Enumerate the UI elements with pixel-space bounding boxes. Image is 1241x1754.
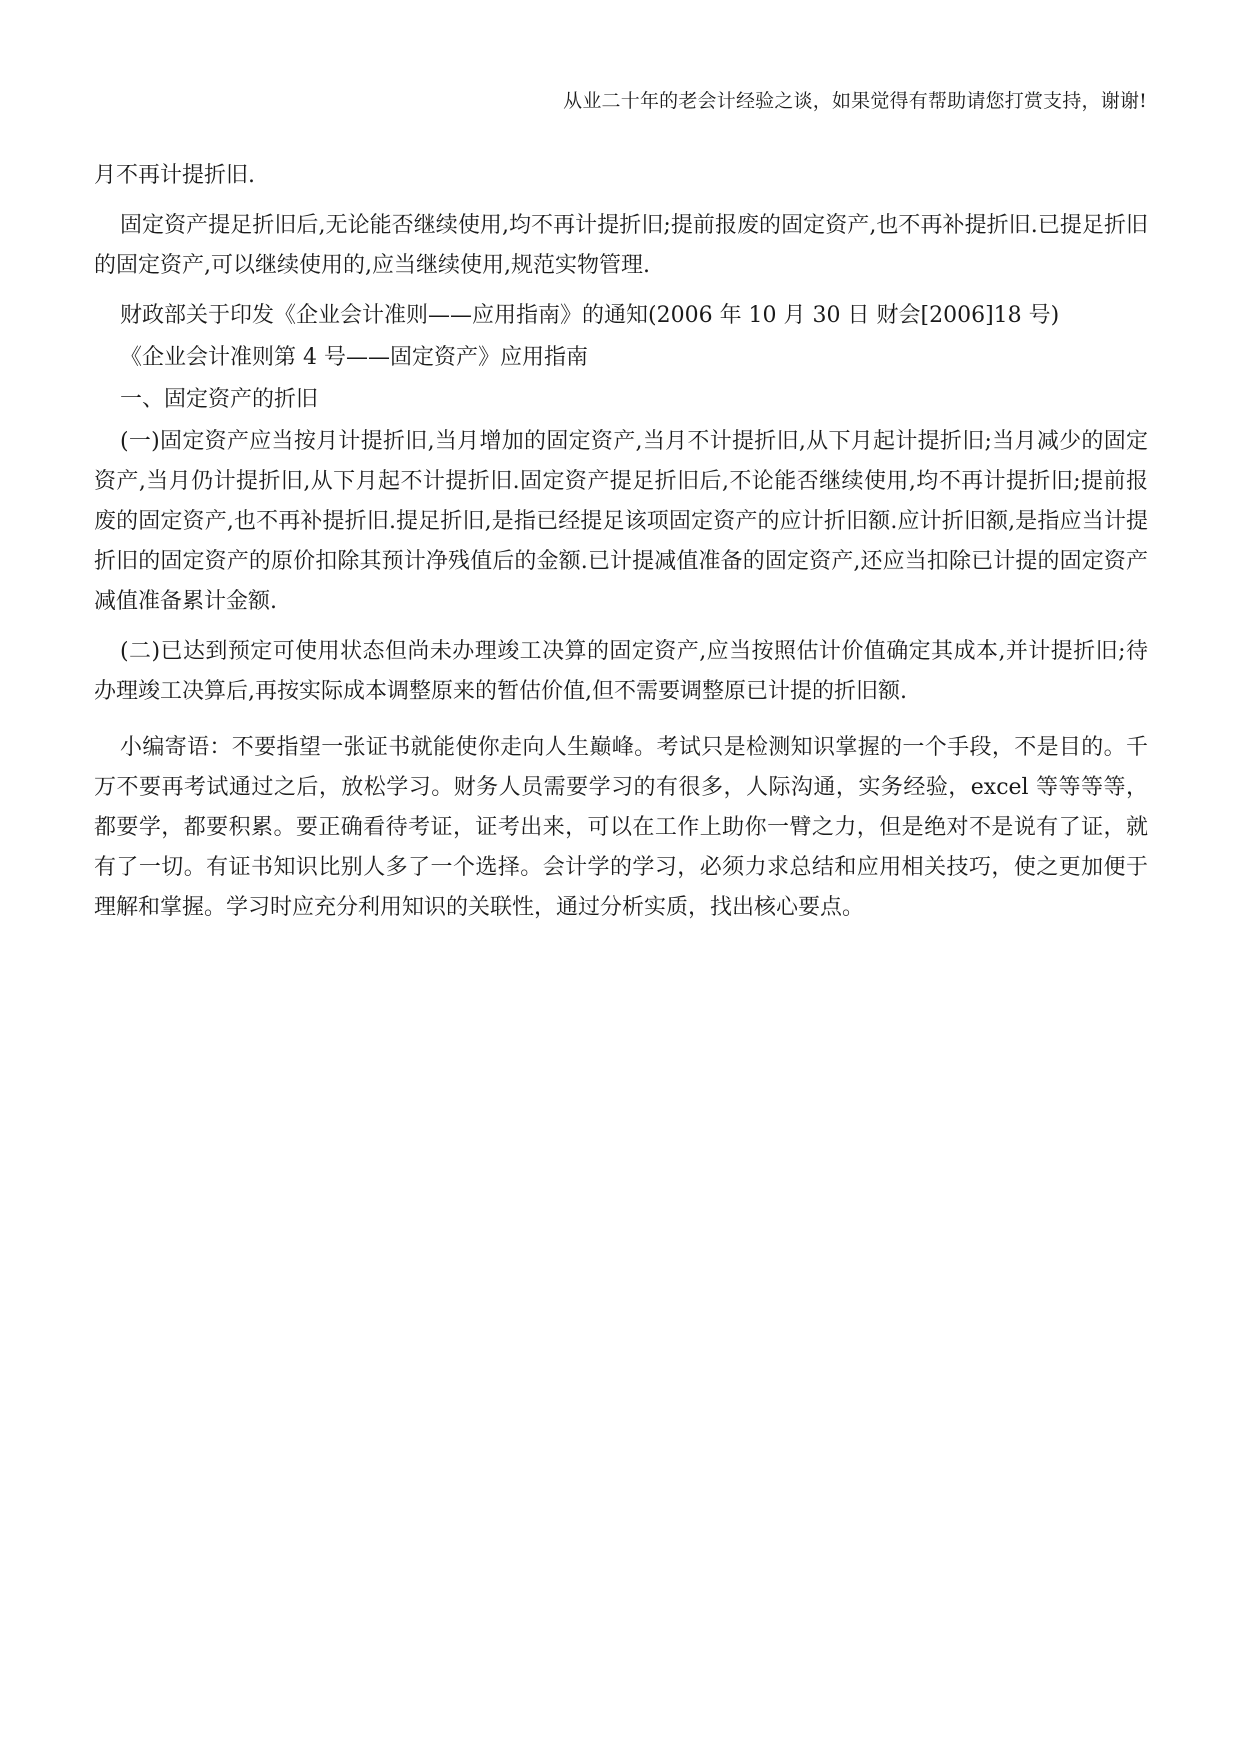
document-body bbox=[94, 156, 1148, 938]
paragraph-continued: 月不再计提折旧. bbox=[94, 163, 255, 188]
paragraph-guide-title: 《企业会计准则第 4 号——固定资产》应用指南 bbox=[120, 345, 588, 370]
section-heading: 一、固定资产的折旧 bbox=[120, 387, 319, 412]
paragraph-notice-title: 财政部关于印发《企业会计准则——应用指南》的通知(2006 年 10 月 30 日 财会[2006]18 号) bbox=[120, 303, 1060, 328]
paragraph-editor-note: 小编寄语：不要指望一张证书就能使你走向人生巅峰。考试只是检测知识掌握的一个手段，不是目的。千万不要再考试通过之后，放松学习。财务人员需要学习的有很多，人际沟通，实务经验，excel 等等等等，都要学，都要积累。要正确看待考证，证考出来，可以在工作上助你一臂之力，但是绝对不是说有了证，就有了一切。有证书知识比别人多了一个选择。会计学的学习，必须力求总结和应用相关技巧，使之更加便于理解和掌握。学习时应充分利用知识的关联性，通过分析实质，找出核心要点。 bbox=[94, 735, 1148, 920]
paragraph-depreciation-rule: 固定资产提足折旧后,无论能否继续使用,均不再计提折旧;提前报废的固定资产,也不再补提折旧.已提足折旧的固定资产,可以继续使用的,应当继续使用,规范实物管理. bbox=[94, 213, 1148, 278]
paragraph-item-one: (一)固定资产应当按月计提折旧,当月增加的固定资产,当月不计提折旧,从下月起计提折旧;当月减少的固定资产,当月仍计提折旧,从下月起不计提折旧.固定资产提足折旧后,不论能否继续使用,均不再计提折旧;提前报废的固定资产,也不再补提折旧.提足折旧,是指已经提足该项固定资产的应计折旧额.应计折旧额,是指应当计提折旧的固定资产的原价扣除其预计净残值后的金额.已计提减值准备的固定资产,还应当扣除已计提的固定资产减值准备累计金额. bbox=[94, 429, 1148, 614]
header-note: 从业二十年的老会计经验之谈，如果觉得有帮助请您打赏支持，谢谢! bbox=[563, 90, 1147, 112]
paragraph-item-two: (二)已达到预定可使用状态但尚未办理竣工决算的固定资产,应当按照估计价值确定其成本,并计提折旧;待办理竣工决算后,再按实际成本调整原来的暂估价值,但不需要调整原已计提的折旧额. bbox=[94, 639, 1148, 704]
